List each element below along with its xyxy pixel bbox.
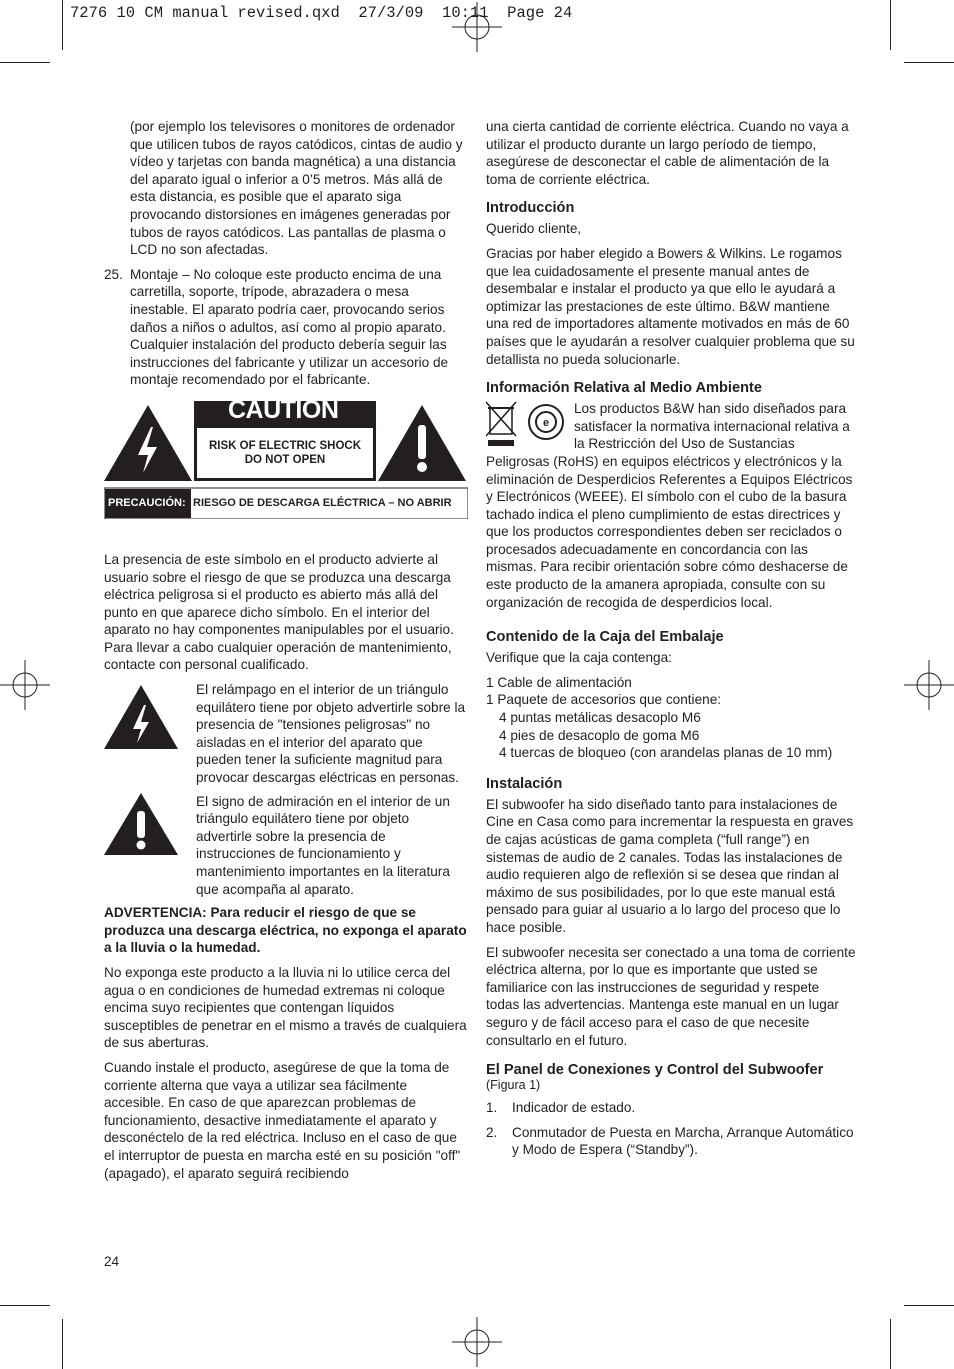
crop-mark	[890, 0, 891, 50]
heading-panel-text: El Panel de Conexiones y Control del Subwoofer	[486, 1062, 824, 1079]
registration-mark-icon	[904, 660, 954, 710]
list-item	[486, 1099, 856, 1117]
exclamation-warning-icon	[104, 793, 178, 857]
heading-instalacion: Instalación	[486, 775, 563, 792]
paragraph: Verifique que la caja contenga:	[486, 650, 672, 666]
list-text: Montaje – No coloque este producto encima de una carretilla, soporte, trípode, abrazadera o mesa inestable. El aparato podría caer, provocando serios daños a niños o adultos, así como al propio aparato. Cualquier instalación del producto debería seguir las instrucciones del fabricante y utilizar un accesorio de montaje recomendado por el fabricante.	[130, 266, 449, 388]
crop-mark	[62, 1319, 63, 1369]
caution-title: CAUTION	[228, 395, 339, 424]
paragraph: Gracias por haber elegido a Bowers & Wilkins. Le rogamos que lea cuidadosamente el presente manual antes de desembalar e instalar el producto ya que ello le ayudará a optimizar las prestaciones de este último. B&W mantiene una red de importadores altamente motivados en más de 60 países que le ayudarán a resolver cualquier problema que su detallista no pueda solucionarle.	[486, 245, 855, 367]
left-column	[104, 118, 468, 1189]
caution-line1: RISK OF ELECTRIC SHOCK	[208, 439, 362, 452]
list-item	[486, 1124, 856, 1159]
paragraph: El subwoofer ha sido diseñado tanto para instalaciones de Cine en Casa como para incrementar la respuesta en graves de cajas acústicas de gama completa (“full range”) en sistemas de audio de 2 canales. Todas las instalaciones de audio requieren algo de reflexión si se desea que rindan al máximo de sus posibilidades, por lo que este manual está pensado para guiar al usuario a lo largo del proceso que lo hace posible.	[486, 796, 854, 935]
environment-section	[486, 400, 856, 611]
warning-paragraph: ADVERTENCIA: Para reducir el riesgo de que se produzca una descarga eléctrica, no exponga el aparato a la lluvia o la humedad.	[104, 905, 467, 956]
precaucion-text: RIESGO DE DESCARGA ELÉCTRICA – NO ABRIR	[193, 496, 452, 509]
box-subitem: 4 pies de desacoplo de goma M6	[499, 727, 700, 743]
heading-medio-ambiente: Información Relativa al Medio Ambiente	[486, 380, 762, 397]
lightning-warning-icon	[104, 685, 178, 751]
paragraph: Los productos B&W han sido diseñados para satisfacer la normativa internacional relativa a la Restricción del Uso de Sustancias Peligrosas (RoHS) en equipos eléctricos y electrónicos y la eliminación de Desperdicios Referentes a Equipos Eléctricos y Electrónicos (WEEE). El símbolo con el cubo de la basura tachado indica el pleno cumplimiento de estas directrices y que los productos correspondientes deben ser reciclados o procesados adecuadamente en concordancia con las mismas. Para recibir orientación sobre cómo deshacerse de este producto de la amanera apropiada, consulte con su organización de recogida de desperdicios local.	[486, 401, 853, 610]
svg-text:e: e	[542, 417, 550, 430]
box-sublist	[486, 709, 856, 762]
lightning-explanation	[104, 681, 468, 787]
crop-mark	[0, 62, 50, 63]
list-text: Conmutador de Puesta en Marcha, Arranque Automático y Modo de Espera (“Standby”).	[512, 1124, 854, 1158]
list-number: 2.	[486, 1124, 498, 1140]
list-number: 1.	[486, 1100, 498, 1116]
box-subitem: 4 tuercas de bloqueo (con arandelas planas de 10 mm)	[499, 745, 833, 761]
crop-mark	[890, 1319, 891, 1369]
heading-contenido: Contenido de la Caja del Embalaje	[486, 629, 724, 646]
registration-mark-icon	[452, 2, 502, 52]
paragraph: No exponga este producto a la lluvia ni lo utilice cerca del agua o en condiciones de humedad extremas ni coloque encima suyo recipientes que contengan líquidos susceptibles de penetrar en el mismo a través de cualquiera de sus aberturas.	[104, 964, 467, 1051]
caution-line2: DO NOT OPEN	[244, 453, 326, 466]
paragraph: Cuando instale el producto, asegúrese de que la toma de corriente alterna que vaya a utilizar sea fácilmente accesible. En caso de que aparezcan problemas de funcionamiento, desactive inmediatamente el aparato y desconéctelo de la red eléctrica. Incluso en el caso de que el interruptor de puesta en marcha esté en su posición "off" (apagado), el aparato seguirá recibiendo	[104, 1059, 461, 1181]
list-number: 25.	[104, 266, 123, 282]
box-line: 1 Cable de alimentación	[486, 674, 632, 690]
paragraph: Querido cliente,	[486, 221, 582, 237]
crop-mark	[0, 1305, 50, 1306]
crop-mark	[904, 1305, 954, 1306]
paragraph: El signo de admiración en el interior de un triángulo equilátero tiene por objeto advertirle sobre la presencia de instrucciones de funcionamiento y mantenimiento importantes en la literatura que acompaña al aparato.	[196, 793, 450, 897]
registration-mark-icon	[0, 660, 50, 710]
precaucion-label: PRECAUCIÓN:	[108, 496, 186, 509]
crop-mark	[904, 62, 954, 63]
paragraph: La presencia de este símbolo en el producto advierte al usuario sobre el riesgo de que se produzca una descarga eléctrica peligrosa si el producto es abierto más allá del punto en que aparece dicho símbolo. En el interior del aparato no hay componentes manipulables por el usuario. Para llevar a cabo cualquier operación de mantenimiento, contacte con personal cualificado.	[104, 551, 454, 673]
registration-mark-icon	[452, 1317, 502, 1367]
paragraph: El subwoofer necesita ser conectado a una toma de corriente eléctrica alterna, por lo que es importante que usted se familiarice con las instrucciones de seguridad y respete todas las advertencias. Mantenga este manual en un lugar seguro y de fácil acceso para el caso de que necesite consultarlo en el futuro.	[486, 944, 856, 1048]
paragraph: una cierta cantidad de corriente eléctrica. Cuando no vaya a utilizar el producto durante un largo período de tiempo, asegúrese de desconectar el cable de alimentación de la toma de corriente eléctrica.	[486, 119, 849, 187]
exclamation-explanation	[104, 793, 468, 899]
heading-panel	[486, 1063, 856, 1093]
paragraph: (por ejemplo los televisores o monitores de ordenador que utilicen tubos de rayos catódicos, cintas de audio y vídeo y tarjetas con banda magnética) a una distancia del aparato igual o inferior a 0’5 metros. Más allá de esta distancia, es posible que el aparato siga provocando distorsiones en imágenes generadas por tubos de rayos catódicos. Las pantallas de plasma o LCD no son afectadas.	[130, 119, 463, 258]
box-line: 1 Paquete de accesorios que contiene:	[486, 692, 722, 708]
crop-mark	[62, 0, 63, 50]
caution-label	[104, 395, 468, 519]
paragraph: El relámpago en el interior de un triángulo equilátero tiene por objeto advertirle sobre la presencia de "tensiones peligrosas" no aisladas en el interior del aparato que pueden tener la suficiente magnitud para provocar descargas eléctricas en personas.	[196, 682, 466, 786]
file-slug: 7276 10 CM manual revised.qxd 27/3/09 10:11 Page 24	[70, 4, 573, 22]
weee-rohs-icon	[486, 400, 572, 448]
box-subitem: 4 puntas metálicas desacoplo M6	[499, 710, 701, 726]
heading-introduccion: Introducción	[486, 200, 575, 217]
page-number: 24	[104, 1254, 120, 1269]
list-text: Indicador de estado.	[512, 1100, 636, 1116]
list-item	[104, 266, 468, 389]
figure-ref: (Figura 1)	[486, 1078, 541, 1093]
right-column	[486, 118, 856, 1166]
